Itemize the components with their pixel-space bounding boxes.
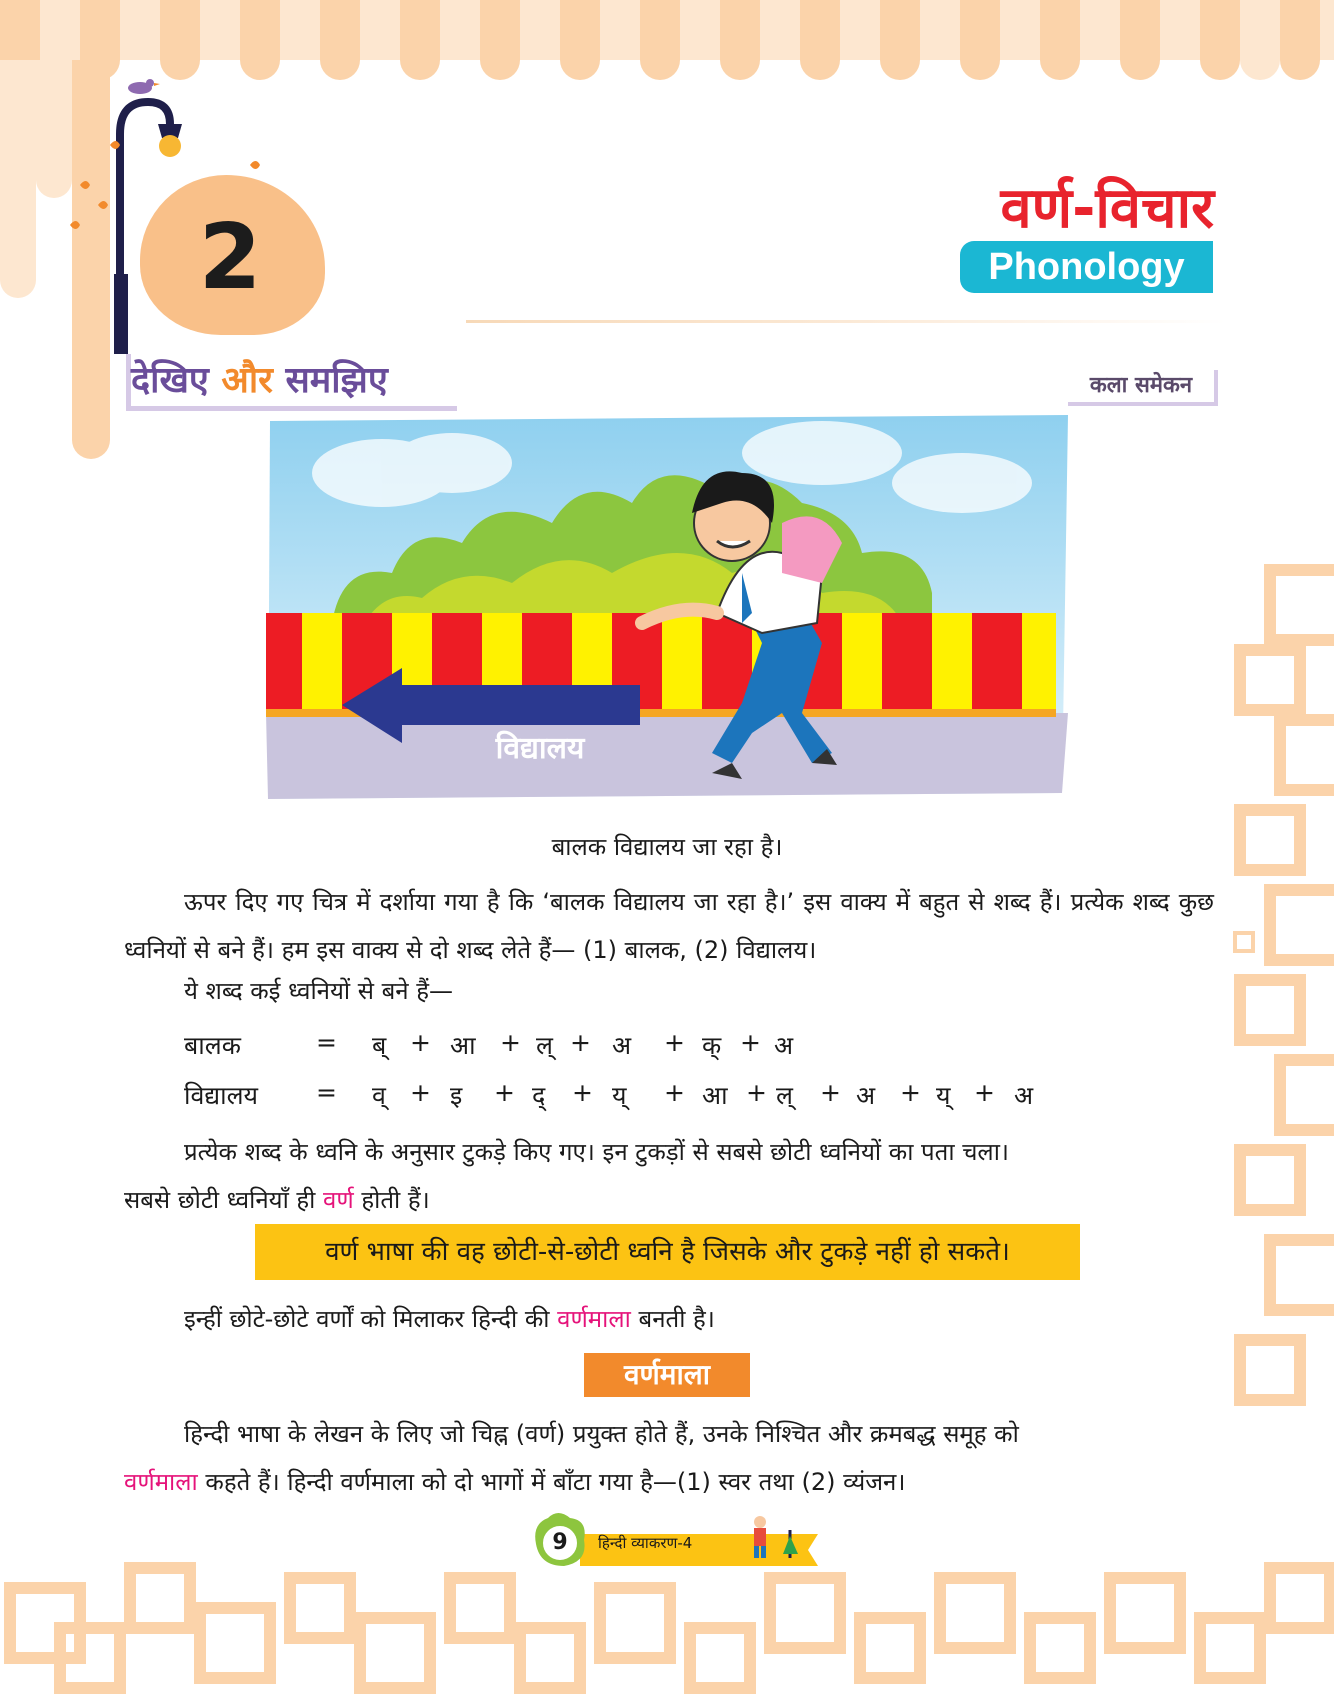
plus-sign: + — [410, 1028, 431, 1057]
phoneme: ल् — [536, 1031, 553, 1060]
breakdown-eq: = — [316, 1028, 337, 1057]
text-segment: कहते हैं। हिन्दी वर्णमाला को दो भागों में बाँटा गया है—(1) स्वर तथा (2) व्यंजन। — [197, 1468, 906, 1496]
intro-paragraph: ऊपर दिए गए चित्र में दर्शाया गया है कि ‘बालक विद्यालय जा रहा है।’ इस वाक्य में बहुत से शब्द हैं। प्रत्येक शब्द कुछ ध्वनियों से बने हैं। हम इस वाक्य से दो शब्द लेते हैं— (1) बालक, (2) विद्यालय। — [124, 888, 1214, 964]
plus-sign: + — [740, 1028, 761, 1057]
awning-decoration — [0, 0, 1334, 86]
phoneme: अ — [1014, 1081, 1034, 1110]
phoneme: ल् — [776, 1081, 793, 1110]
phoneme: व् — [372, 1081, 386, 1110]
varnmala-intro — [184, 1302, 715, 1335]
plus-sign: + — [494, 1078, 515, 1107]
boy-walking-illustration — [262, 413, 1074, 803]
section-tag-part1: देखिए — [131, 360, 222, 401]
plus-sign: + — [410, 1078, 431, 1107]
illustration-caption: बालक विद्यालय जा रहा है। — [551, 833, 783, 861]
plus-sign: + — [570, 1028, 591, 1057]
plus-sign: + — [572, 1078, 593, 1107]
breakdown-intro: ये शब्द कई ध्वनियों से बने हैं— — [184, 977, 453, 1005]
plus-sign: + — [974, 1078, 995, 1107]
definition-box: वर्ण भाषा की वह छोटी-से-छोटी ध्वनि है जिसके और टुकड़े नहीं हो सकते। — [255, 1224, 1080, 1280]
breakdown-word: विद्यालय — [184, 1081, 259, 1110]
phoneme-paragraph-line1: प्रत्येक शब्द के ध्वनि के अनुसार टुकड़े किए गए। इन टुकड़ों से सबसे छोटी ध्वनियों का पता चला। — [184, 1138, 1010, 1166]
section-tag-part3: समझिए — [272, 360, 388, 401]
phoneme-paragraph-line2 — [124, 1176, 430, 1224]
small-square-decoration — [1232, 930, 1256, 954]
chapter-number: 2 — [198, 205, 262, 310]
breakdown-eq: = — [316, 1078, 337, 1107]
school-arrow-label: विद्यालय — [495, 731, 585, 766]
text-segment: इन्हीं छोटे-छोटे वर्णों को मिलाकर हिन्दी की — [184, 1305, 558, 1333]
phoneme: अ — [856, 1081, 876, 1110]
integration-tag: कला समेकन — [1068, 370, 1218, 406]
section-tag-part2: और — [221, 360, 273, 401]
phoneme: य् — [936, 1081, 951, 1110]
term-varnmala: वर्णमाला — [557, 1305, 631, 1333]
varnmala-heading: वर्णमाला — [584, 1353, 750, 1397]
phoneme: इ — [450, 1081, 463, 1110]
text-segment: बनती है। — [630, 1305, 715, 1333]
phoneme: अ — [774, 1031, 794, 1060]
phoneme: अ — [612, 1031, 632, 1060]
breakdown-word: बालक — [184, 1031, 241, 1060]
plus-sign: + — [500, 1028, 521, 1057]
varnmala-paragraph-line1: हिन्दी भाषा के लेखन के लिए जो चिह्न (वर्ण) प्रयुक्त होते हैं, उनके निश्चित और क्रमबद्ध समूह को — [184, 1420, 1019, 1448]
phoneme: द् — [532, 1081, 546, 1110]
page-number: 9 — [541, 1524, 579, 1562]
term-varnmala: वर्णमाला — [124, 1468, 198, 1496]
plus-sign: + — [820, 1078, 841, 1107]
plus-sign: + — [900, 1078, 921, 1107]
plus-sign: + — [664, 1078, 685, 1107]
varnmala-paragraph-line2 — [124, 1458, 905, 1506]
phoneme-paragraph — [124, 1128, 1214, 1224]
text-segment: सबसे छोटी ध्वनियाँ ही — [124, 1186, 324, 1214]
phoneme: क् — [702, 1031, 722, 1060]
phoneme: य् — [612, 1081, 627, 1110]
chapter-title-hindi: वर्ण-विचार — [1000, 176, 1214, 241]
section-tag-dekhiye — [126, 354, 457, 411]
plus-sign: + — [664, 1028, 685, 1057]
text-segment: होती हैं। — [353, 1186, 430, 1214]
phoneme: आ — [450, 1031, 476, 1060]
right-pattern-decoration — [1230, 560, 1334, 1460]
title-divider — [466, 320, 1226, 323]
breakdown-row-vidyalay — [184, 1078, 1084, 1118]
breakdown-row-balak — [184, 1028, 1084, 1068]
varnmala-paragraph — [124, 1410, 1214, 1506]
chapter-title-english: Phonology — [960, 241, 1213, 293]
plus-sign: + — [746, 1078, 767, 1107]
term-varn: वर्ण — [323, 1186, 354, 1214]
phoneme: आ — [702, 1081, 728, 1110]
phoneme: ब् — [372, 1031, 387, 1060]
book-title: हिन्दी व्याकरण-4 — [598, 1534, 693, 1552]
